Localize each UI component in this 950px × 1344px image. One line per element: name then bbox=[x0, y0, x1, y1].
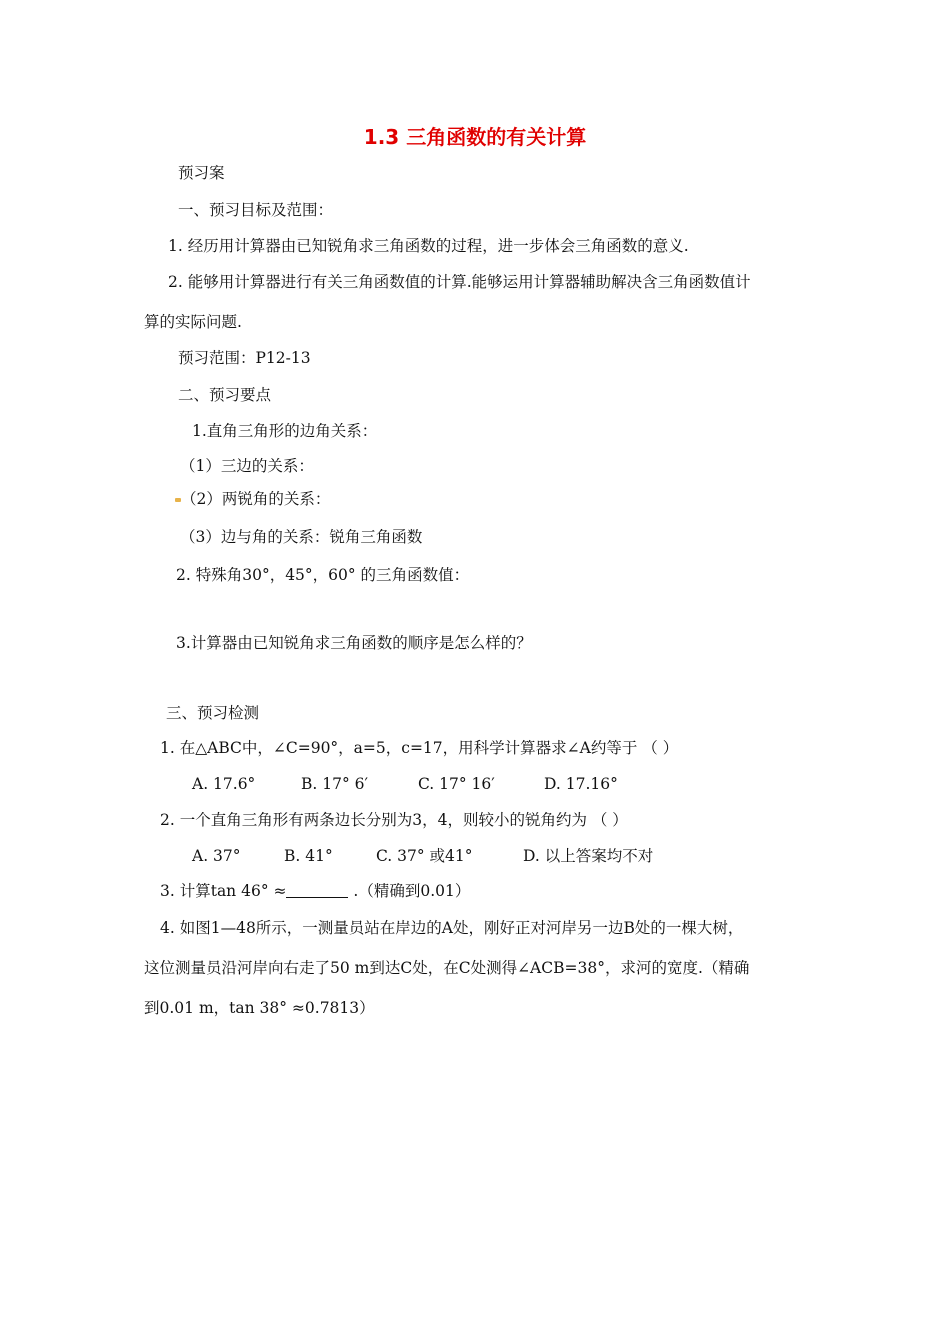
key-point-3: 3.计算器由已知锐角求三角函数的顺序是怎么样的？ bbox=[176, 634, 532, 652]
question-1-option-b: B. 17° 6′ bbox=[301, 775, 369, 793]
question-1-option-c: C. 17° 16′ bbox=[418, 775, 495, 793]
key-point-1-sub-3: （3）边与角的关系：锐角三角函数 bbox=[180, 528, 423, 546]
part1-heading: 一、预习目标及范围： bbox=[178, 201, 334, 219]
question-2-option-c: C. 37° 或41° bbox=[376, 847, 473, 865]
question-3 bbox=[160, 881, 470, 901]
objective-item-2-line-2: 算的实际问题. bbox=[144, 313, 242, 331]
page-title: 1.3 三角函数的有关计算 bbox=[363, 125, 587, 149]
question-3-prefix: 3. 计算tan 46° ≈ bbox=[160, 882, 287, 900]
question-2: 2. 一个直角三角形有两条边长分别为3，4，则较小的锐角约为 （ ） bbox=[160, 811, 628, 829]
key-point-1-sub-1: （1）三边的关系： bbox=[180, 457, 314, 475]
question-4-line-2: 这位测量员沿河岸向右走了50 m到达C处，在C处测得∠ACB=38°，求河的宽度.（精确 bbox=[144, 959, 750, 977]
question-1: 1. 在△ABC中，∠C=90°，a=5，c=17，用科学计算器求∠A约等于 （ ） bbox=[160, 739, 679, 757]
question-1-option-d: D. 17.16° bbox=[544, 775, 618, 793]
question-2-option-a: A. 37° bbox=[192, 847, 241, 865]
key-point-1-sub-2: （2）两锐角的关系： bbox=[181, 490, 331, 508]
objective-item-1: 1. 经历用计算器由已知锐角求三角函数的过程，进一步体会三角函数的意义. bbox=[168, 237, 689, 255]
question-4-line-1: 4. 如图1—48所示，一测量员站在岸边的A处，刚好正对河岸另一边B处的一棵大树， bbox=[160, 919, 744, 937]
section-label: 预习案 bbox=[178, 164, 225, 182]
key-point-2: 2. 特殊角30°，45°，60° 的三角函数值： bbox=[176, 566, 470, 584]
answer-blank[interactable] bbox=[286, 883, 348, 898]
question-2-option-b: B. 41° bbox=[284, 847, 333, 865]
part2-heading: 二、预习要点 bbox=[178, 386, 272, 404]
key-point-1: 1.直角三角形的边角关系： bbox=[192, 422, 378, 440]
part3-heading: 三、预习检测 bbox=[166, 704, 260, 722]
preview-range: 预习范围：P12-13 bbox=[178, 349, 311, 367]
question-4-line-3: 到0.01 m，tan 38° ≈0.7813） bbox=[144, 999, 375, 1017]
question-2-option-d: D. 以上答案均不对 bbox=[523, 847, 654, 865]
question-3-suffix: .（精确到0.01） bbox=[348, 882, 471, 900]
objective-item-2-line-1: 2. 能够用计算器进行有关三角函数值的计算.能够运用计算器辅助解决含三角函数值计 bbox=[168, 273, 751, 291]
question-1-option-a: A. 17.6° bbox=[192, 775, 256, 793]
